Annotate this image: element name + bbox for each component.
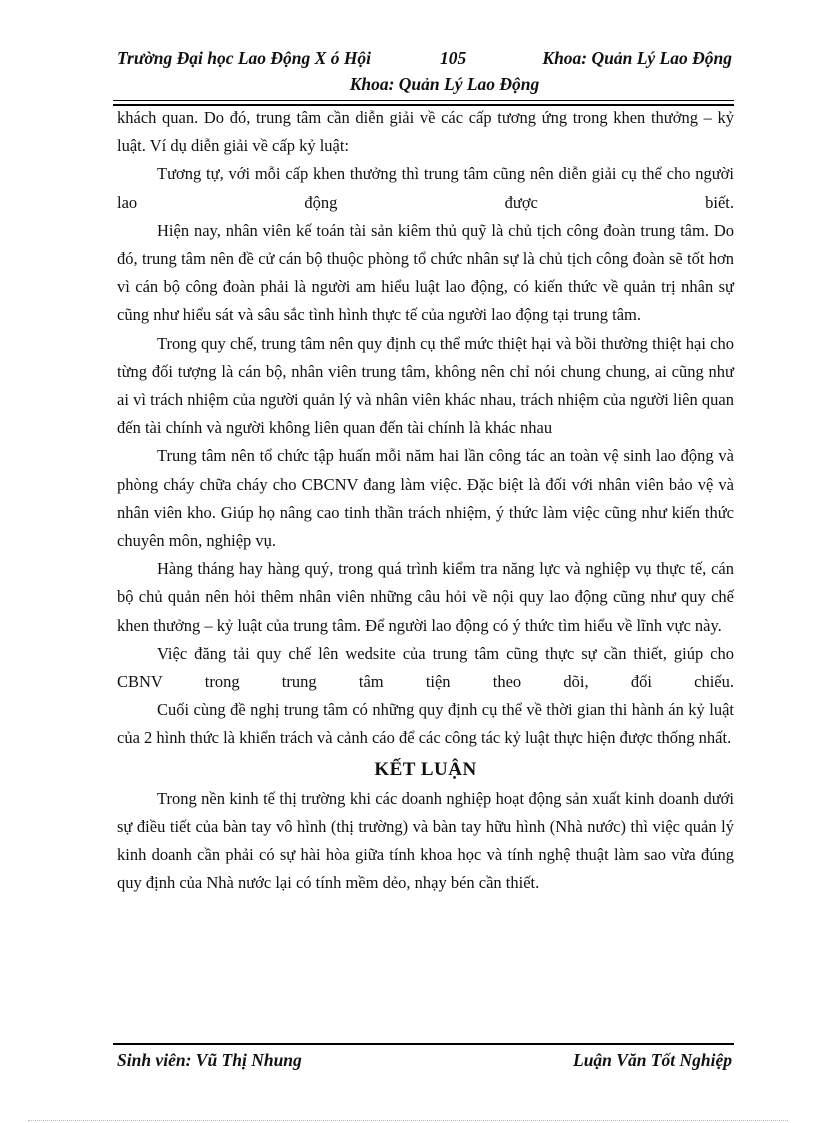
paragraph: Hiện nay, nhân viên kế toán tài sản kiêm thủ quỹ là chủ tịch công đoàn trung tâm. Do đó, trung tâm nên đề cử cán bộ thuộc phòng tổ chức nhân sự là chủ tịch công đoàn sẽ tốt hơn vì cán bộ công đoàn phải là người am hiểu luật lao động, có kiến thức về quản trị nhân sự cũng như hiểu sát và sâu sắc tình hình thực tế của người lao động tại trung tâm. — [117, 220, 734, 325]
paragraph: Trung tâm nên tổ chức tập huấn mỗi năm hai lần công tác an toàn vệ sinh lao động và phòng cháy chữa cháy cho CBCNV đang làm việc. Đặc biệt là đối với nhân viên bảo vệ và nhân viên kho. Giúp họ nâng cao tinh thần trách nhiệm, ý thức làm việc cũng như kiến thức chuyên môn, nghiệp vụ. — [117, 446, 734, 551]
conclusion-paragraph: Trong nền kinh tế thị trường khi các doanh nghiệp hoạt động sản xuất kinh doanh dưới sự điều tiết của bàn tay vô hình (thị trường) và bàn tay hữu hình (Nhà nước) thì việc quản lý kinh doanh cần phải có sự hài hòa giữa tính khoa học và tính nghệ thuật làm sao vừa đúng quy định của Nhà nước lại có tính mềm dẻo, nhạy bén cần thiết. — [117, 788, 734, 893]
header-row — [117, 48, 732, 72]
header-page-number: 105 — [440, 48, 467, 68]
document-body — [117, 104, 734, 897]
page-bottom-dotted-line — [28, 1120, 788, 1121]
paragraph: Cuối cùng đề nghị trung tâm có những quy định cụ thể về thời gian thi hành án kỷ luật của 2 hình thức là khiển trách và cảnh cáo để các công tác kỷ luật thực hiện được thống nhất. — [117, 700, 734, 748]
paragraph: Tương tự, với mỗi cấp khen thưởng thì trung tâm cũng nên diễn giải cụ thể cho người lao động được biết. — [117, 164, 734, 212]
page-footer — [117, 1050, 732, 1071]
header-faculty: Khoa: Quản Lý Lao Động — [542, 48, 732, 68]
footer-student: Sinh viên: Vũ Thị Nhung — [117, 1050, 302, 1070]
page-header — [117, 48, 732, 95]
paragraph: Trong quy chế, trung tâm nên quy định cụ thể mức thiệt hại và bồi thường thiệt hại cho từng đối tượng là cán bộ, nhân viên trung tâm, không nên chỉ nói chung chung, ai cũng như ai vì trách nhiệm của người quản lý và nhân viên khác nhau, trách nhiệm của người liên quan đến tài chính và người không liên quan đến tài chính là khác nhau — [117, 333, 734, 438]
section-title: KẾT LUẬN — [374, 758, 477, 780]
paragraph: Hàng tháng hay hàng quý, trong quá trình kiểm tra năng lực và nghiệp vụ thực tế, cán bộ chủ quản nên hỏi thêm nhân viên những câu hỏi về nội quy lao động cũng như quy chế khen thưởng – kỷ luật của trung tâm. Để người lao động có ý thức tìm hiểu về lĩnh vực này. — [117, 559, 734, 635]
header-school: Trường Đại học Lao Động X ó Hội — [117, 48, 372, 68]
paragraph: khách quan. Do đó, trung tâm cần diễn giải về các cấp tương ứng trong khen thưởng – kỷ luật. Ví dụ diễn giải về cấp kỷ luật: — [117, 108, 734, 156]
paragraph: Việc đăng tải quy chế lên wedsite của trung tâm cũng thực sự cần thiết, giúp cho CBNV trong trung tâm tiện theo dõi, đối chiếu. — [117, 643, 734, 692]
header-rule-thin — [113, 100, 734, 101]
footer-rule — [113, 1043, 734, 1045]
footer-thesis: Luận Văn Tốt Nghiệp — [573, 1050, 732, 1070]
header-faculty-line2: Khoa: Quản Lý Lao Động — [349, 74, 540, 94]
